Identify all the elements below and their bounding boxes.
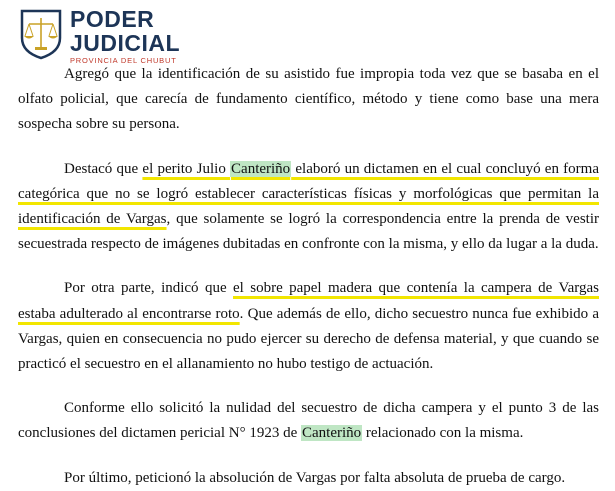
p2-text-4: , que solamente se logró la correspondencia entre la prenda de vestir secuestrada respecto de imágenes dubitadas en confronte con la misma, y ello da lugar a la duda. — [18, 211, 599, 253]
p4-text-2: relacionado con la misma. — [362, 425, 524, 442]
p2-text-3: elaboró un dictamen en el cual concluyó en forma categórica que no se logró establecer características físicas y morfológicas que permitan la identificación de Vargas — [18, 160, 599, 228]
p2-text-1: Destacó que — [64, 160, 143, 177]
brand-subtitle: PROVINCIA DEL CHUBUT — [70, 56, 177, 65]
paragraph-1: Agregó que la identificación de su asistido fue impropia toda vez que se basaba en el olfato policial, que carecía de fundamento científico, método y tiene como base una mera sospecha sobre su persona. — [18, 66, 599, 133]
p4-text-1: Conforme ello solicitó la nulidad del secuestro de dicha campera y el punto 3 de las conclusiones del dictamen pericial N° 1923 de — [18, 400, 599, 442]
paragraph-5: Por último, peticionó la absolución de Vargas por falta absoluta de prueba de cargo. — [64, 469, 566, 486]
brand-line2: JUDICIAL — [70, 30, 181, 56]
p3-highlight: el sobre papel madera que contenía la campera de Vargas estaba adulterado al encontrarse roto — [18, 280, 600, 322]
highlighted-name: Canteriño — [302, 425, 362, 442]
justice-scales-icon — [18, 8, 64, 60]
p3-text-3: . Que además de ello, dicho secuestro nunca fue exhibido a Vargas, quien en consecuencia no pudo ejercer su derecho de defensa material, y que cuando se practicó el secuestro en el allanamiento no hubo testigo de actuación. — [18, 305, 599, 373]
paragraph-3 — [18, 276, 599, 377]
highlighted-name: Canteriño — [231, 160, 291, 177]
brand-text — [70, 8, 180, 65]
paragraph-4 — [18, 396, 599, 446]
p3-text-1: Por otra parte, indicó que — [64, 280, 234, 297]
p2-text-2: el perito Julio — [142, 160, 231, 177]
paragraph-2 — [18, 157, 599, 258]
document-body — [18, 62, 599, 491]
brand-line1: PODER — [70, 6, 155, 32]
